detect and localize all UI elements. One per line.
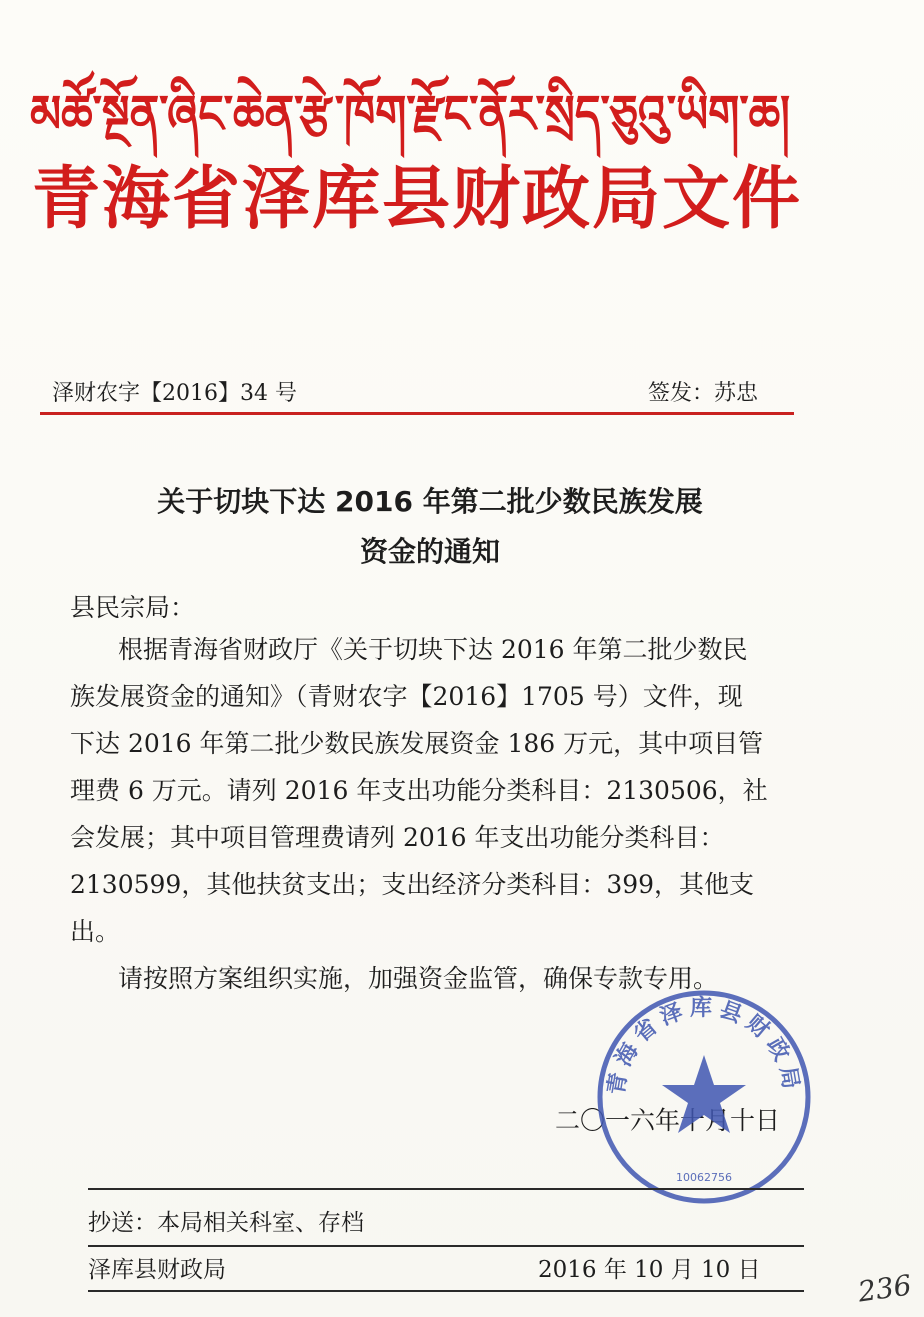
svg-text:青海省泽库县财政局: 青海省泽库县财政局 [604,996,804,1097]
signature-date: 二〇一六年十月十日 [555,1106,781,1135]
notice-title-line-2: 资金的通知 [359,535,500,568]
body-line-3: 下达 2016 年第二批少数民族发展资金 186 万元，其中项目管 [70,729,764,758]
handwritten-page-number: 236 [855,1268,914,1309]
svg-text:མཚོ་སྔོན་ཞིང་ཆེན་རྩེ་ཁོག་རྫོང་: མཚོ་སྔོན་ཞིང་ཆེན་རྩེ་ཁོག་རྫོང་ནོར་སྲིད་ཅུའུ་ཡིག་ཆ། [30,85,923,145]
svg-text:10062756: 10062756 [676,1171,732,1184]
notice-title-line-1: 关于切块下达 2016 年第二批少数民族发展 [157,485,703,518]
document-number: 泽财农字【2016】34 号 [52,381,297,406]
body-line-1: 根据青海省财政厅《关于切块下达 2016 年第二批少数民 [118,635,748,664]
footer-rule-bottom [88,1290,804,1292]
document-meta-row [52,376,772,412]
footer-rule-top [88,1188,804,1190]
body-line-4: 理费 6 万元。请列 2016 年支出功能分类科目：2130506，社 [70,776,768,805]
header-red-rule [40,412,794,415]
document-header-title: 青海省泽库县财政局文件 [32,160,803,239]
recipient: 县民宗局： [70,593,196,622]
body-line-7: 出。 [70,917,121,946]
body-line-2: 族发展资金的通知》（青财农字【2016】1705 号）文件，现 [70,682,743,711]
closing-line: 请按照方案组织实施，加强资金监管，确保专款专用。 [118,964,719,993]
tibetan-header-text [30,62,923,162]
body-line-5: 会发展；其中项目管理费请列 2016 年支出功能分类科目： [70,823,725,852]
body-line-6: 2130599，其他扶贫支出；支出经济分类科目：399，其他支 [70,870,755,899]
issue-date: 2016 年 10 月 10 日 [538,1257,761,1283]
cc-line: 抄送：本局相关科室、存档 [88,1210,364,1236]
official-seal [592,985,816,1209]
issuing-office: 泽库县财政局 [88,1257,226,1283]
signer: 签发：苏忠 [647,381,758,406]
footer-rule-middle [88,1245,804,1247]
